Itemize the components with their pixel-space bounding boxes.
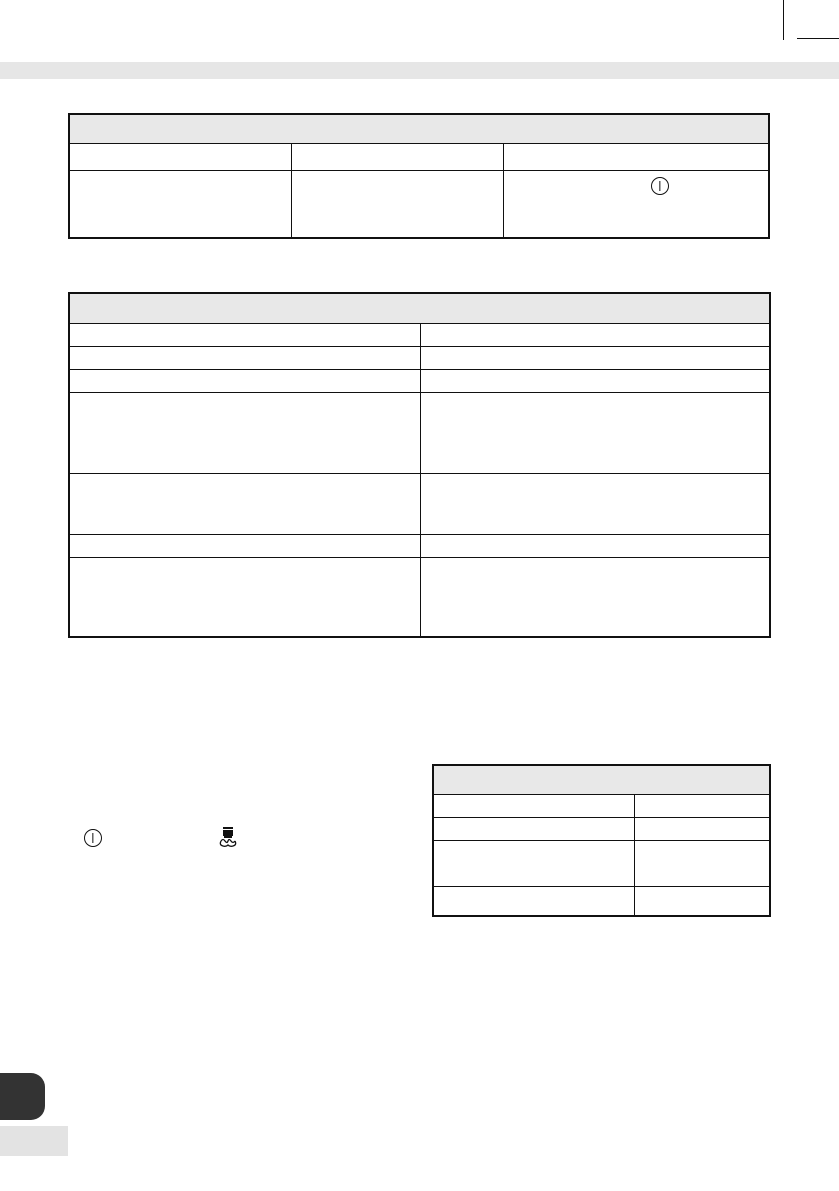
table-cell [69, 323, 420, 346]
table-cell [420, 557, 770, 637]
power-icon [651, 177, 669, 195]
table-1 [68, 113, 770, 239]
table-cell [420, 473, 770, 534]
table-cell [503, 170, 769, 238]
table-cell [634, 817, 770, 840]
crop-mark-vertical [783, 0, 784, 40]
table-1-header [69, 114, 769, 143]
table-3-row [433, 817, 770, 840]
table-3-row [433, 886, 770, 916]
table-3-header-cell [433, 765, 770, 794]
table-2-row [69, 323, 770, 346]
table-2-row [69, 346, 770, 369]
table-cell [291, 170, 503, 238]
page-number-box [0, 1126, 68, 1156]
table-cell [634, 840, 770, 886]
table-cell [503, 143, 769, 170]
table-cell [420, 534, 770, 557]
table-2 [68, 292, 771, 638]
table-2-header [69, 293, 770, 323]
table-3 [432, 764, 771, 917]
table-3-row [433, 794, 770, 817]
crop-mark-horizontal [797, 38, 839, 39]
header-band [0, 62, 839, 79]
table-cell [69, 392, 420, 473]
table-2-row [69, 473, 770, 534]
table-cell [420, 392, 770, 473]
table-cell [69, 143, 291, 170]
table-cell [433, 840, 634, 886]
table-cell [433, 794, 634, 817]
table-cell [69, 473, 420, 534]
table-1-row [69, 170, 769, 238]
table-2-row [69, 392, 770, 473]
table-2-row [69, 557, 770, 637]
table-3-row [433, 840, 770, 886]
power-icon [84, 829, 102, 847]
table-cell [420, 346, 770, 369]
table-3-header [433, 765, 770, 794]
table-cell [420, 323, 770, 346]
table-cell [634, 886, 770, 916]
table-1-header-cell [69, 114, 769, 143]
table-cell [69, 170, 291, 238]
table-cell [69, 557, 420, 637]
table-2-header-cell [69, 293, 770, 323]
table-cell [433, 886, 634, 916]
table-cell [69, 346, 420, 369]
table-2-row [69, 534, 770, 557]
table-cell [420, 369, 770, 392]
table-cell [69, 534, 420, 557]
steam-icon [217, 826, 239, 850]
table-cell [291, 143, 503, 170]
table-1-row [69, 143, 769, 170]
table-cell [433, 817, 634, 840]
table-cell [634, 794, 770, 817]
table-cell [69, 369, 420, 392]
table-2-row [69, 369, 770, 392]
page-tab [0, 1073, 45, 1120]
